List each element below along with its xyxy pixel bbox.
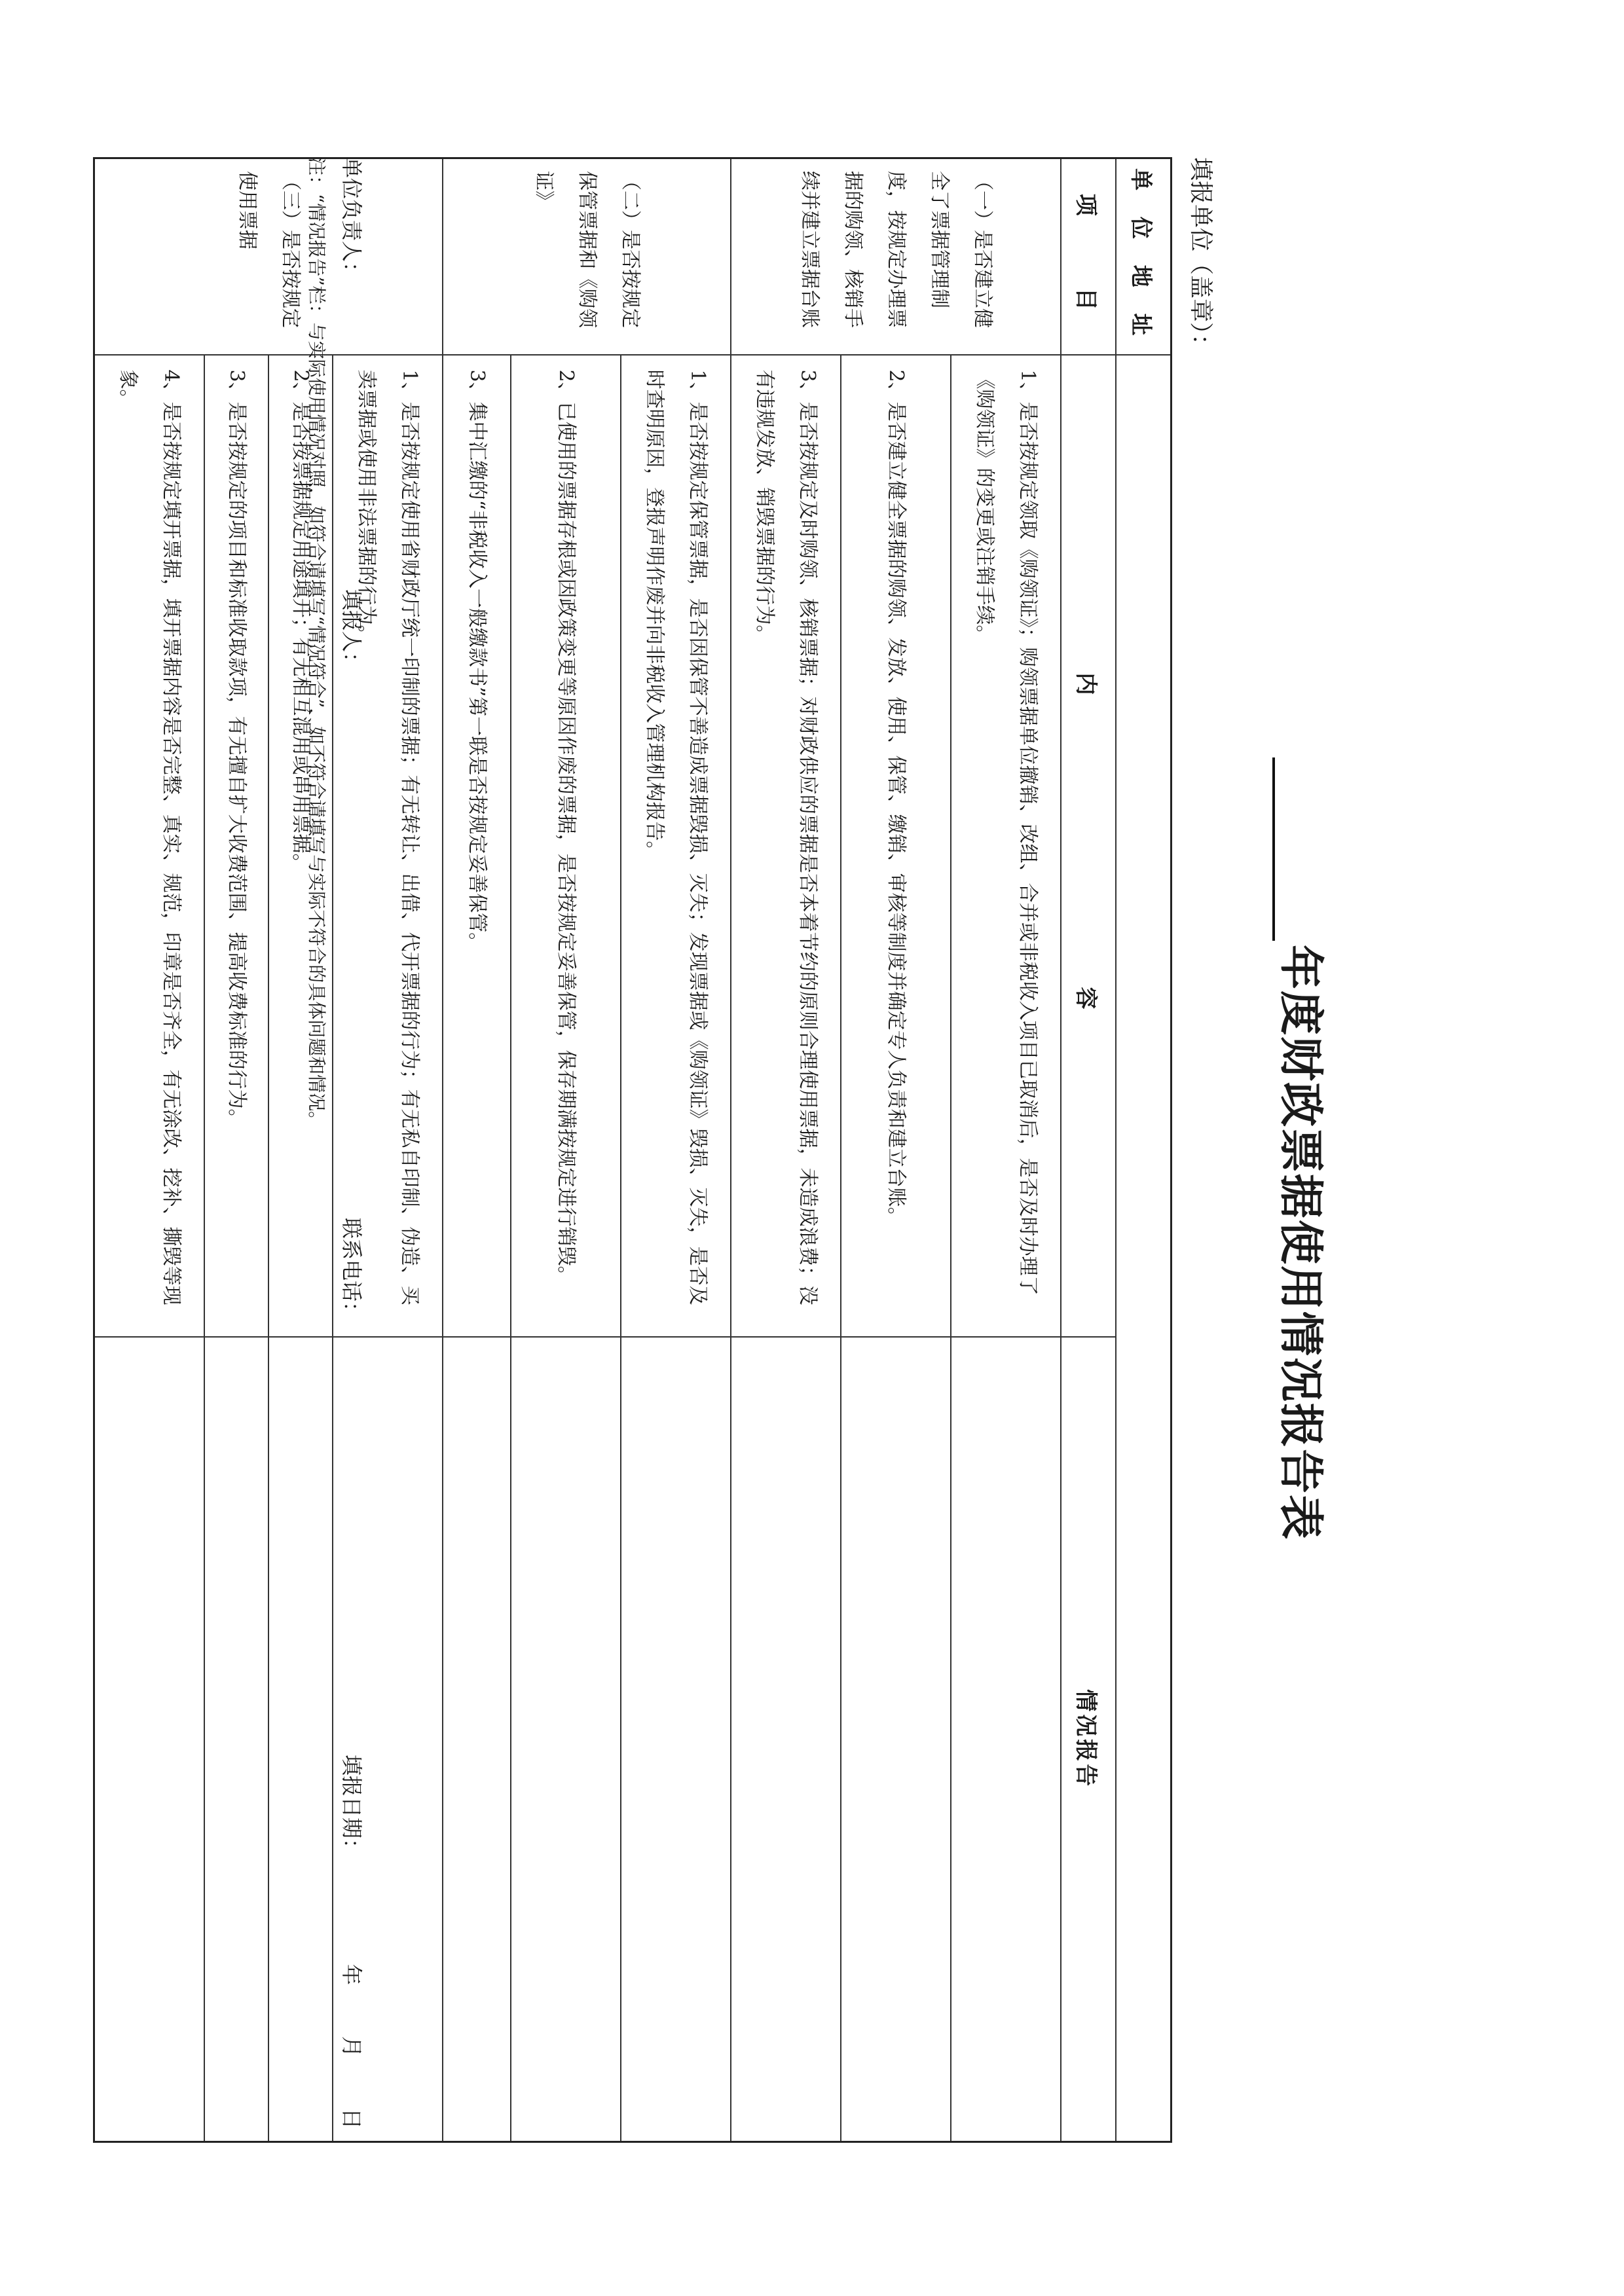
filling-unit-label: 填报单位（盖章）： (1187, 157, 1214, 358)
content-cell: 2、是否建立健全票据的购领、发放、使用、保管、缴销、审核等制度并确定专人负责和建立台账。 (841, 355, 951, 1337)
year-blank[interactable] (1272, 757, 1321, 941)
content-cell: 2、是否按票据规定用途填开；有无相互混用或串用票据。 (268, 355, 333, 1337)
address-label: 单 位 地 址 (1116, 158, 1172, 355)
report-cell[interactable] (94, 1337, 205, 2142)
col-content-header: 内 容 (1061, 355, 1116, 1337)
content-cell: 3、是否按规定及时购领、核销票据；对财政供应的票据是否本着节约的原则合理使用票据，未造成浪费；没有违规发放、销毁票据的行为。 (731, 355, 841, 1337)
content-cell: 1、是否按规定保管票据，是否因保管不善造成票据毁损、灭失；发现票据或《购领证》毁损、灭失，是否及时查明原因，登报声明作废并向非税收入管理机构报告。 (621, 355, 731, 1337)
report-cell[interactable] (951, 1337, 1061, 2142)
leader-label: 单位负责人： (339, 157, 364, 283)
page-title: 年度财政票据使用情况报告表 (1274, 944, 1327, 1540)
report-cell[interactable] (511, 1337, 621, 2142)
content-cell: 4、是否按规定填开票据，填开票据内容是否完整、真实、规范，印章是否齐全，有无涂改、挖补、撕毁等现象。 (94, 355, 205, 1337)
table-row (841, 158, 951, 2142)
header-row (1061, 158, 1116, 2142)
table-row (951, 158, 1061, 2142)
table-row (443, 158, 511, 2142)
date-day: 日 (339, 2108, 364, 2130)
content-cell: 2、已使用的票据存根或因政策变更等原因作废的票据，是否按规定妥善保管，保存期满按规定进行销毁。 (511, 355, 621, 1337)
date-label: 填报日期： (339, 1755, 364, 1860)
content-cell: 1、是否按规定领取《购领证》；购领票据单位撤销、改组、合并或非税收入项目已取消后，是否及时办理了《购领证》的变更或注销手续。 (951, 355, 1061, 1337)
table-row (204, 158, 268, 2142)
table-row (94, 158, 205, 2142)
date-month: 月 (339, 2036, 364, 2058)
col-item-header: 项 目 (1061, 158, 1116, 355)
item-cell-1: （一）是否建立健全了票据管理制度，按规定办理票据的购领、核销手续并建立票据台账 (731, 158, 1061, 355)
title-block (1225, 151, 1336, 2147)
report-cell[interactable] (268, 1337, 333, 2142)
date-year: 年 (339, 1964, 364, 1986)
phone-label: 联系电话： (339, 1218, 364, 1323)
item-cell-2: （二）是否按规定保管票据和《购领证》 (443, 158, 731, 355)
content-cell: 3、集中汇缴的“非税收入一般缴款书”第一联是否按规定妥善保管。 (443, 355, 511, 1337)
table-row (621, 158, 731, 2142)
address-row (1116, 158, 1172, 2142)
report-sheet (117, 151, 1336, 2147)
table-row (511, 158, 621, 2142)
address-cell[interactable] (1116, 355, 1172, 2142)
report-cell[interactable] (841, 1337, 951, 2142)
signature-line (335, 157, 368, 2141)
report-cell[interactable] (731, 1337, 841, 2142)
col-report-header: 情况报告 (1061, 1337, 1116, 2142)
content-cell: 1、是否按规定使用省财政厅统一印制的票据；有无转让、出借、代开票据的行为；有无私自印制、伪造、买卖票据或使用非法票据的行为。 (333, 355, 443, 1337)
filler-label: 填报人： (339, 589, 364, 674)
footnote: 注：“情况报告”栏：与实际使用情况对照，如符合请填写“情况符合”，如不符合请填写与实际不符合的具体问题和情况。 (306, 157, 327, 1130)
report-cell[interactable] (621, 1337, 731, 2142)
report-cell[interactable] (443, 1337, 511, 2142)
content-cell: 3、是否按规定的项目和标准收取款项，有无擅自扩大收费范围、提高收费标准的行为。 (204, 355, 268, 1337)
table-row (731, 158, 841, 2142)
item-cell-3: （三）是否按规定使用票据 (94, 158, 443, 355)
report-cell[interactable] (204, 1337, 268, 2142)
report-table (93, 157, 1172, 2143)
filling-unit (1186, 157, 1219, 1209)
